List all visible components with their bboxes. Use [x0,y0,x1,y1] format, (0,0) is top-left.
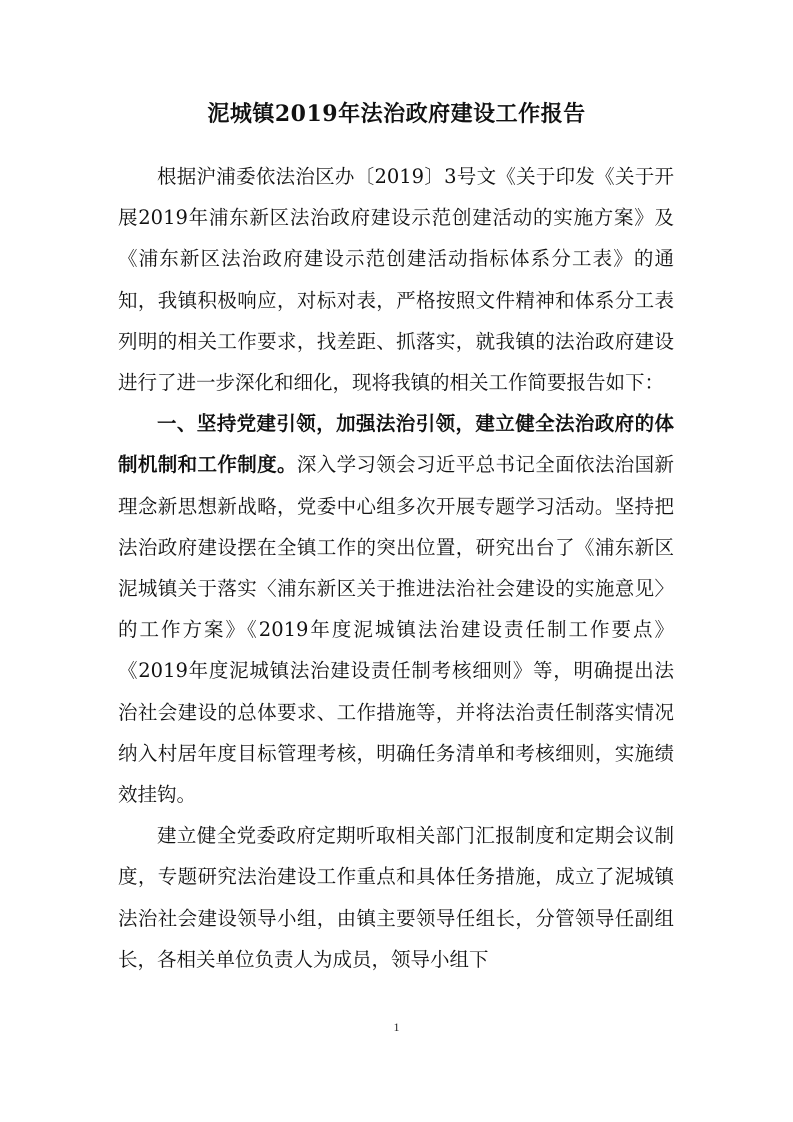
section-1-heading: 一、坚持党建引领，加强法治引领，建立健全法治政府的体制机制和工作制度。 [118,412,674,477]
section-1-text: 深入学习领会习近平总书记全面依法治国新理念新思想新战略，党委中心组多次开展专题学习活动。坚持把法治政府建设摆在全镇工作的突出位置，研究出台了《浦东新区泥城镇关于落实〈浦东新区关于推进法治社会建设的实施意见〉的工作方案》《2019年度泥城镇法治建设责任制工作要点》《2019年度泥城镇法治建设责任制考核细则》等，明确提出法治社会建设的总体要求、工作措施等，并将法治责任制落实情况纳入村居年度目标管理考核，明确任务清单和考核细则，实施绩效挂钩。 [118,453,674,807]
paragraph-section-1 [118,403,674,815]
document-title: 泥城镇2019年法治政府建设工作报告 [207,101,586,127]
paragraph-section-1-continued [118,815,674,980]
page-number: 1 [393,1020,400,1034]
paragraph-continued-text: 建立健全党委政府定期听取相关部门汇报制度和定期会议制度，专题研究法治建设工作重点和具体任务措施，成立了泥城镇法治社会建设领导小组，由镇主要领导任组长，分管领导任副组长，各相关单位负责人为成员，领导小组下 [118,824,674,971]
paragraph-intro [118,156,674,403]
paragraph-intro-text: 根据沪浦委依法治区办〔2019〕3号文《关于印发《关于开展2019年浦东新区法治政府建设示范创建活动的实施方案》及《浦东新区法治政府建设示范创建活动指标体系分工表》的通知，我镇积极响应，对标对表，严格按照文件精神和体系分工表列明的相关工作要求，找差距、抓落实，就我镇的法治政府建设进行了进一步深化和细化，现将我镇的相关工作简要报告如下： [118,165,674,395]
document-body [118,156,674,980]
